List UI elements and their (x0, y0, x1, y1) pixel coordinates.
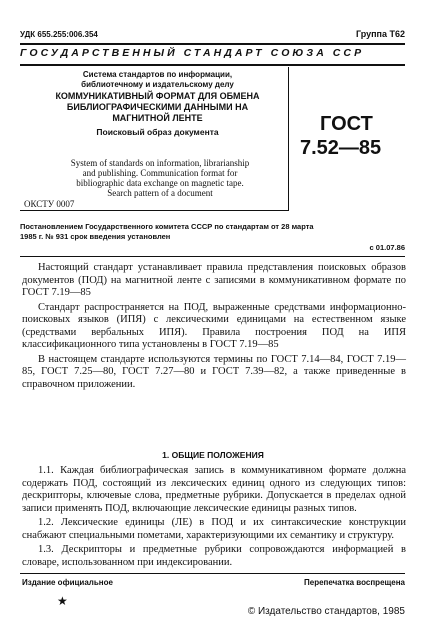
subtitle-ru: Поисковый образ документа (96, 127, 219, 137)
state-standard-banner: ГОСУДАРСТВЕННЫЙ СТАНДАРТ СОЮЗА ССР (20, 47, 365, 59)
system-line-2: библиотечному и издательскому делу (81, 80, 234, 89)
section-heading: 1. ОБЩИЕ ПОЛОЖЕНИЯ (162, 450, 264, 460)
okstu-code: ОКСТУ 0007 (24, 199, 75, 209)
top-rule (20, 43, 405, 45)
gost-divider (288, 67, 289, 211)
intro-text (22, 262, 406, 393)
title-en (40, 158, 280, 198)
section-paragraph: 1.3. Дескрипторы и предметные рубрики сопровождаются информацией в словаре, использованном при индексировании. (22, 544, 406, 568)
reprint-notice: Перепечатка воспрещена (304, 578, 405, 587)
footer-rule (20, 573, 405, 574)
title-en-line-1: System of standards on information, librarianship (70, 158, 250, 168)
udk-code: УДК 655.255:006.354 (20, 30, 98, 39)
intro-paragraph: Настоящий стандарт устанавливает правила представления поисковых образов документов (ПОД) на магнитной ленте с записями в коммуникативном формате по ГОСТ 7.19—85 (22, 262, 406, 298)
title-en-line-3: bibliographic data exchange on magnetic tape. (76, 178, 244, 188)
gost-label: ГОСТ (320, 113, 373, 135)
system-line-1: Система стандартов по информации, (82, 70, 233, 79)
gost-number: 7.52—85 (300, 137, 382, 159)
title-block (40, 70, 275, 138)
section-text (22, 465, 406, 571)
title-ru (40, 91, 275, 124)
section-paragraph: 1.1. Каждая библиографическая запись в коммуникативном формате должна содержать ПОД, состоящий из лексических единиц одного из следующих типов: дескрипторы, ключевые слова, предметные рубрики. Допускается в пределах одной записи применять ПОД, включающие лексические единицы разных типов. (22, 465, 406, 514)
title-ru-line-2: БИБЛИОГРАФИЧЕСКИМИ ДАННЫМИ НА (66, 102, 249, 112)
section-paragraph: 1.2. Лексические единицы (ЛЕ) в ПОД и их синтаксические конструкции снабжают специальными пометами, характеризующими их семантику и структуру. (22, 517, 406, 541)
okstu-rule (20, 210, 288, 211)
decree-line-1: Постановлением Государственного комитета СССР по стандартам от 28 марта (20, 222, 314, 231)
title-ru-line-3: МАГНИТНОЙ ЛЕНТЕ (112, 113, 203, 123)
decree (20, 222, 406, 242)
intro-paragraph: Стандарт распространяется на ПОД, выраженные средствами информационно-поисковых языков (ИПЯ) с лексическими единицами на естественном языке (средствами вербальных ИПЯ). Правила построения ПОД на ИПЯ классификационного типа установлены в ГОСТ 7.19—85 (22, 301, 406, 350)
title-en-line-4: Search pattern of a document (107, 188, 213, 198)
title-ru-line-1: КОММУНИКАТИВНЫЙ ФОРМАТ ДЛЯ ОБМЕНА (55, 91, 260, 101)
official-edition: Издание официальное (22, 578, 113, 587)
effective-date: с 01.07.86 (369, 243, 405, 252)
publisher-copyright: © Издательство стандартов, 1985 (247, 606, 405, 617)
star-icon: ★ (57, 594, 68, 608)
intro-paragraph: В настоящем стандарте используются термины по ГОСТ 7.14—84, ГОСТ 7.19—85, ГОСТ 7.25—80, ГОСТ 7.27—80 и ГОСТ 7.39—82, а также приведенные в справочном приложении. (22, 353, 406, 390)
decree-rule (20, 256, 405, 257)
title-en-line-2: and publishing. Communication format for (82, 168, 238, 178)
banner-rule (20, 64, 405, 66)
group-code: Группа Т62 (355, 29, 405, 39)
decree-line-2: 1985 г. № 931 срок введения установлен (20, 232, 171, 241)
